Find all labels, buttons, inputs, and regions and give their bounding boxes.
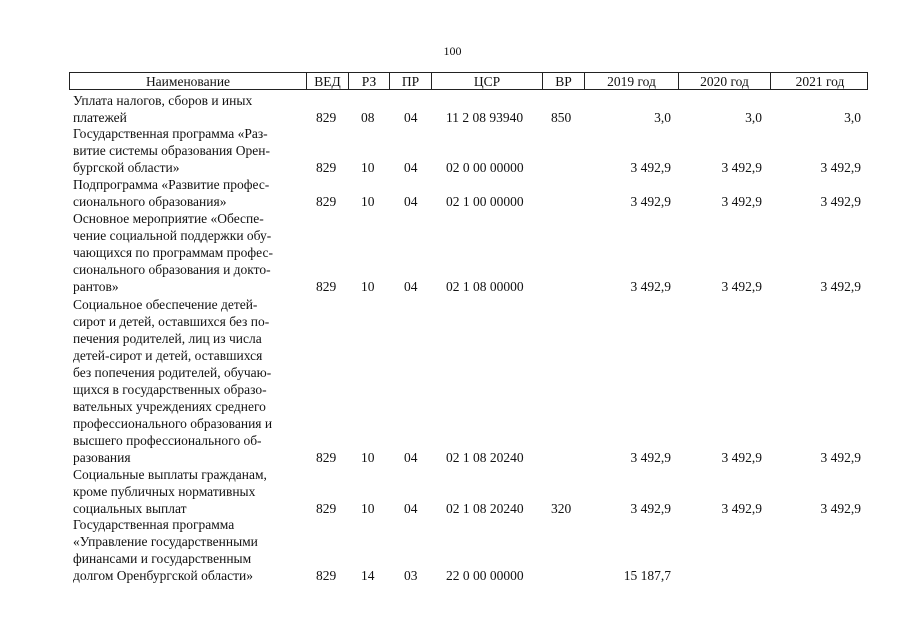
page-number: 100 [443, 44, 462, 58]
ved-cell: 829 [316, 160, 337, 175]
row-name-line: без попечения родителей, обучаю- [73, 365, 272, 380]
rz-cell: 10 [361, 450, 375, 465]
ved-cell: 829 [316, 194, 337, 209]
row-name [73, 296, 305, 466]
pr-cell: 04 [404, 110, 418, 125]
value-2020: 3 492,9 [721, 279, 762, 294]
csr-cell: 02 1 08 20240 [446, 501, 524, 516]
csr-cell: 22 0 00 00000 [446, 568, 524, 583]
row-name [73, 125, 305, 176]
header-name: Наименование [70, 73, 307, 89]
ved-cell: 829 [316, 450, 337, 465]
pr-cell: 04 [404, 501, 418, 516]
ved-cell: 829 [316, 279, 337, 294]
value-2019: 3,0 [654, 110, 671, 125]
value-2021: 3 492,9 [820, 501, 861, 516]
ved-cell: 829 [316, 110, 337, 125]
csr-cell: 02 0 00 00000 [446, 160, 524, 175]
row-name-line: Государственная программа [73, 517, 235, 532]
row-name-line: рантов» [73, 279, 119, 294]
csr-cell: 02 1 08 00000 [446, 279, 524, 294]
ved-cell: 829 [316, 501, 337, 516]
row-name-line: кроме публичных нормативных [73, 484, 256, 499]
pr-cell: 04 [404, 160, 418, 175]
row-name-line: Социальное обеспечение детей- [73, 297, 258, 312]
header-2019: 2019 год [585, 73, 679, 89]
row-name-line: платежей [73, 110, 127, 125]
pr-cell: 04 [404, 194, 418, 209]
vr-cell: 320 [551, 501, 572, 516]
row-name-line: сионального образования» [73, 194, 227, 209]
row-name-line: долгом Оренбургской области» [73, 568, 253, 583]
value-2019: 3 492,9 [630, 160, 671, 175]
header-ved: ВЕД [307, 73, 349, 89]
header-pr: ПР [390, 73, 432, 89]
value-2021: 3 492,9 [820, 450, 861, 465]
value-2021: 3 492,9 [820, 194, 861, 209]
row-name-line: чающихся по программам профес- [73, 245, 273, 260]
row-name-line: «Управление государственными [73, 534, 258, 549]
csr-cell: 02 1 00 00000 [446, 194, 524, 209]
row-name-line: детей-сирот и детей, оставшихся [73, 348, 263, 363]
row-name-line: витие системы образования Орен- [73, 143, 270, 158]
value-2021: 3,0 [844, 110, 861, 125]
ved-cell: 829 [316, 568, 337, 583]
row-name-line: вательных учреждениях среднего [73, 399, 266, 414]
row-name [73, 176, 305, 210]
header-2020: 2020 год [679, 73, 771, 89]
row-name-line: высшего профессионального об- [73, 433, 262, 448]
table-header [69, 72, 868, 90]
pr-cell: 04 [404, 279, 418, 294]
value-2020: 3 492,9 [721, 450, 762, 465]
row-name [73, 92, 305, 126]
row-name [73, 210, 305, 295]
row-name-line: Государственная программа «Раз- [73, 126, 268, 141]
row-name-line: Подпрограмма «Развитие профес- [73, 177, 270, 192]
header-csr: ЦСР [432, 73, 543, 89]
value-2019: 3 492,9 [630, 194, 671, 209]
rz-cell: 14 [361, 568, 375, 583]
header-rz: РЗ [349, 73, 390, 89]
row-name-line: финансами и государственным [73, 551, 252, 566]
value-2020: 3 492,9 [721, 501, 762, 516]
csr-cell: 11 2 08 93940 [446, 110, 524, 125]
row-name-line: сионального образования и докто- [73, 262, 271, 277]
rz-cell: 08 [361, 110, 375, 125]
row-name-line: Основное мероприятие «Обеспе- [73, 211, 264, 226]
value-2019: 3 492,9 [630, 501, 671, 516]
rz-cell: 10 [361, 160, 375, 175]
value-2021: 3 492,9 [820, 279, 861, 294]
pr-cell: 04 [404, 450, 418, 465]
row-name-line: щихся в государственных образо- [73, 382, 267, 397]
row-name-line: разования [73, 450, 131, 465]
row-name-line: Уплата налогов, сборов и иных [73, 93, 253, 108]
value-2020: 3,0 [745, 110, 762, 125]
row-name-line: социальных выплат [73, 501, 187, 516]
value-2019: 3 492,9 [630, 450, 671, 465]
value-2020: 3 492,9 [721, 160, 762, 175]
row-name-line: сирот и детей, оставшихся без по- [73, 314, 270, 329]
row-name-line: бургской области» [73, 160, 180, 175]
rz-cell: 10 [361, 501, 375, 516]
row-name [73, 466, 305, 517]
value-2020: 3 492,9 [721, 194, 762, 209]
csr-cell: 02 1 08 20240 [446, 450, 524, 465]
value-2019: 15 187,7 [623, 568, 671, 583]
row-name-line: чение социальной поддержки обу- [73, 228, 272, 243]
row-name-line: Социальные выплаты гражданам, [73, 467, 267, 482]
header-vr: ВР [543, 73, 585, 89]
vr-cell: 850 [551, 110, 572, 125]
rz-cell: 10 [361, 279, 375, 294]
row-name-line: профессионального образования и [73, 416, 273, 431]
value-2021: 3 492,9 [820, 160, 861, 175]
row-name [73, 516, 305, 584]
row-name-line: печения родителей, лиц из числа [73, 331, 262, 346]
pr-cell: 03 [404, 568, 418, 583]
rz-cell: 10 [361, 194, 375, 209]
header-2021: 2021 год [795, 74, 845, 89]
value-2019: 3 492,9 [630, 279, 671, 294]
